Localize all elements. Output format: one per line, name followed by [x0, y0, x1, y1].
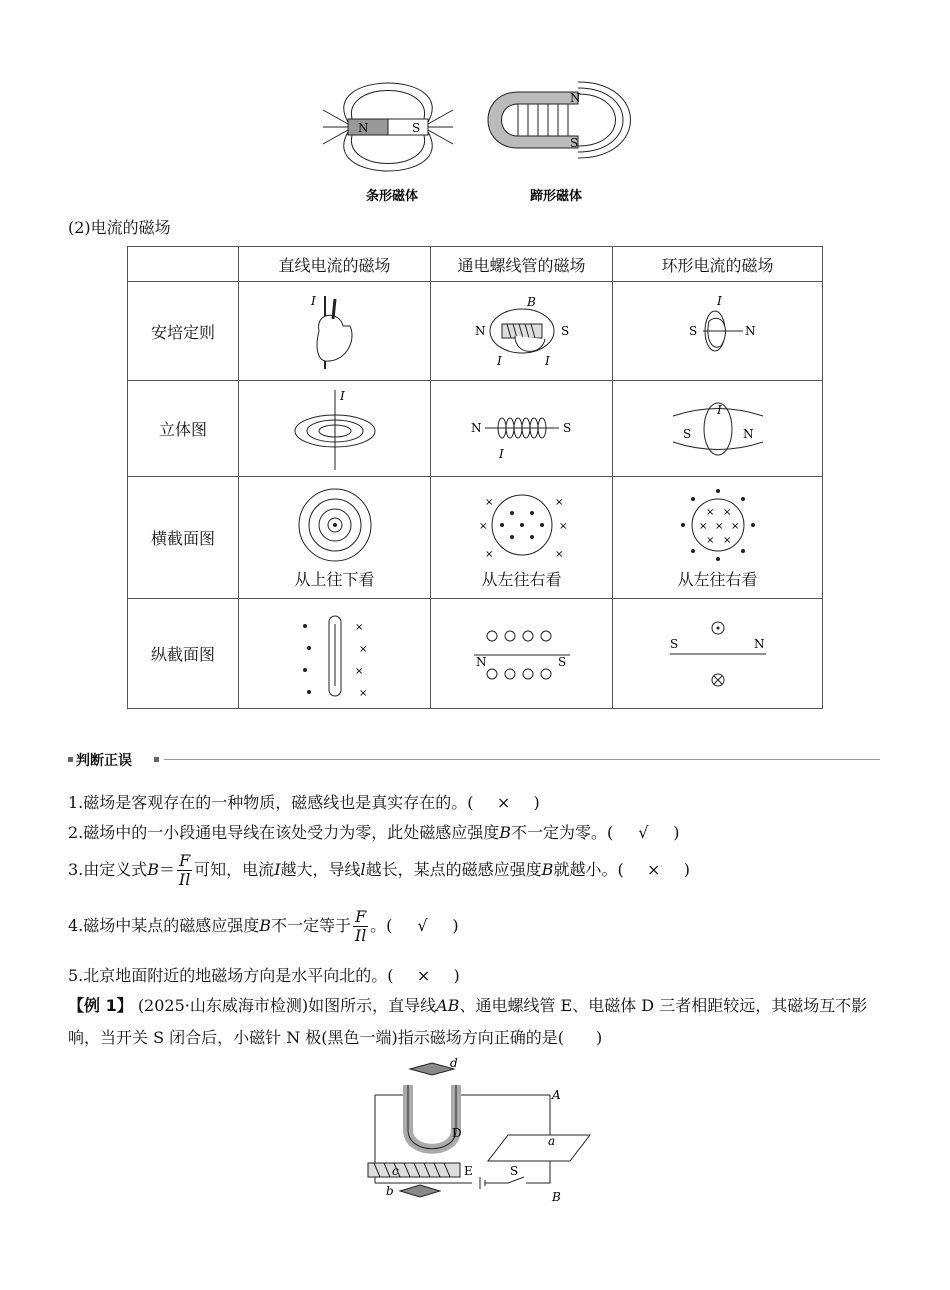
header-ring: 环形电流的磁场 [613, 247, 823, 282]
row-label-3d: 立体图 [128, 381, 239, 477]
answer-mark: × [646, 860, 661, 879]
svg-text:N: N [475, 654, 486, 669]
judge-title: 判断正误 [76, 753, 132, 769]
horseshoe-caption: 蹄形磁体 [530, 189, 583, 204]
3d-solenoid-cell [431, 381, 613, 477]
hand-ring-icon [673, 291, 763, 371]
judge-item-3: 3.由定义式B＝ $\frac{F}{Il}$ 可知，电流I越大，导线l越长，某点的磁感应强度B就越小。( × ) [68, 851, 690, 889]
svg-text:I: I [339, 388, 345, 403]
svg-text:×: × [705, 507, 714, 518]
example-source: (2025·山东威海市检测) [137, 996, 309, 1015]
svg-text:I: I [716, 294, 722, 308]
answer-mark: √ [638, 823, 649, 842]
long-straight-cell [239, 599, 431, 709]
hand-straight-icon [295, 291, 375, 371]
bar-caption: 条形磁体 [366, 189, 419, 204]
svg-text:I: I [716, 402, 722, 417]
judge-item-2: 2.磁场中的一小段通电导线在该处受力为零，此处磁感应强度B不一定为零。( √ ) [68, 823, 680, 842]
row-label-cross: 横截面图 [128, 477, 239, 599]
bar-n-label: N [358, 121, 369, 135]
solenoid-3d-icon [467, 386, 577, 472]
cross-ring-cell [613, 477, 823, 599]
3d-ring-cell [613, 381, 823, 477]
long-ring-cell [613, 599, 823, 709]
cross-straight-caption: 从上往下看 [294, 570, 375, 589]
svg-text:×: × [558, 521, 567, 532]
row-label-ampere: 安培定则 [128, 282, 239, 381]
svg-text:N: N [742, 426, 753, 441]
answer-mark: × [416, 966, 431, 985]
svg-text:×: × [730, 521, 739, 532]
magnet-figure [318, 70, 638, 210]
svg-text:×: × [554, 549, 563, 560]
label-c: c [392, 1164, 399, 1178]
svg-text:B: B [526, 295, 536, 309]
bullet-square-icon [154, 757, 159, 762]
label-B: B [552, 1190, 561, 1204]
ring-cross-icon [673, 485, 763, 565]
svg-text:I: I [496, 354, 502, 368]
svg-text:×: × [722, 507, 731, 518]
judge-item-4: 4.磁场中某点的磁感应强度B不一定等于 $\frac{F}{Il}$ 。( √ ) [68, 907, 459, 945]
bullet-square-icon [68, 757, 73, 762]
svg-text:×: × [554, 497, 563, 508]
cross-straight-cell [239, 477, 431, 599]
bar-s-label: S [412, 121, 421, 135]
header-straight: 直线电流的磁场 [239, 247, 431, 282]
label-D: D [452, 1126, 462, 1140]
label-a: a [548, 1134, 556, 1148]
current-magnetic-field-table [127, 246, 823, 709]
section-title: (2)电流的磁场 [68, 218, 171, 237]
svg-text:×: × [714, 521, 723, 532]
solenoid-cross-icon [477, 485, 567, 565]
svg-text:N: N [470, 420, 481, 435]
cross-solenoid-caption: 从左往右看 [481, 570, 562, 589]
svg-text:N: N [474, 324, 485, 338]
svg-text:I: I [544, 354, 550, 368]
answer-mark: √ [417, 916, 428, 935]
example-question: 【例 1】 (2025·山东威海市检测)如图所示，直导线AB、通电螺线管 E、电磁体 D 三者相距较远，其磁场互不影响，当开关 S 闭合后，小磁针 N 极(黑色一端)指示磁场方向正确的是( ) [68, 996, 868, 1047]
circuit-figure [360, 1055, 600, 1205]
svg-text:I: I [310, 294, 316, 308]
cross-solenoid-cell [431, 477, 613, 599]
ampere-straight-cell [239, 282, 431, 381]
judge-item-5: 5.北京地面附近的地磁场方向是水平向北的。( × ) [68, 966, 460, 985]
svg-text:S: S [562, 420, 571, 435]
ampere-ring-cell [613, 282, 823, 381]
svg-text:I: I [498, 446, 504, 461]
svg-text:S: S [688, 324, 697, 338]
straight-3d-icon [285, 386, 385, 472]
answer-mark: × [496, 793, 511, 812]
3d-straight-cell [239, 381, 431, 477]
hand-solenoid-icon [467, 291, 577, 371]
judge-section-header [68, 750, 880, 770]
ampere-solenoid-cell [431, 282, 613, 381]
header-empty [128, 247, 239, 282]
horseshoe-n-label: N [570, 91, 581, 105]
svg-text:S: S [557, 654, 566, 669]
svg-text:×: × [484, 497, 493, 508]
svg-text:×: × [722, 535, 731, 546]
straight-long-icon [285, 606, 385, 702]
svg-text:×: × [354, 665, 363, 677]
svg-text:N: N [744, 324, 755, 338]
label-b: b [386, 1184, 394, 1198]
long-solenoid-cell [431, 599, 613, 709]
ring-3d-icon [663, 386, 773, 472]
label-E: E [464, 1164, 473, 1178]
svg-text:×: × [705, 535, 714, 546]
example-tag: 【例 1】 [68, 996, 133, 1015]
label-S: S [510, 1164, 519, 1178]
label-A: A [552, 1088, 561, 1102]
section-divider [164, 759, 880, 760]
label-d: d [450, 1056, 458, 1070]
svg-text:×: × [354, 621, 363, 633]
cross-ring-caption: 从左往右看 [677, 570, 758, 589]
horseshoe-s-label: S [570, 136, 579, 150]
svg-text:×: × [358, 643, 367, 655]
svg-text:N: N [753, 636, 764, 651]
solenoid-long-icon [462, 606, 582, 702]
svg-text:×: × [478, 521, 487, 532]
svg-text:S: S [669, 636, 678, 651]
svg-text:S: S [682, 426, 691, 441]
judge-item-1: 1.磁场是客观存在的一种物质，磁感线也是真实存在的。( × ) [68, 793, 540, 812]
svg-text:×: × [484, 549, 493, 560]
svg-text:×: × [358, 687, 367, 699]
ring-long-icon [658, 606, 778, 702]
svg-text:S: S [560, 324, 569, 338]
header-solenoid: 通电螺线管的磁场 [431, 247, 613, 282]
svg-text:×: × [698, 521, 707, 532]
straight-cross-icon [295, 485, 375, 565]
row-label-longitudinal: 纵截面图 [128, 599, 239, 709]
